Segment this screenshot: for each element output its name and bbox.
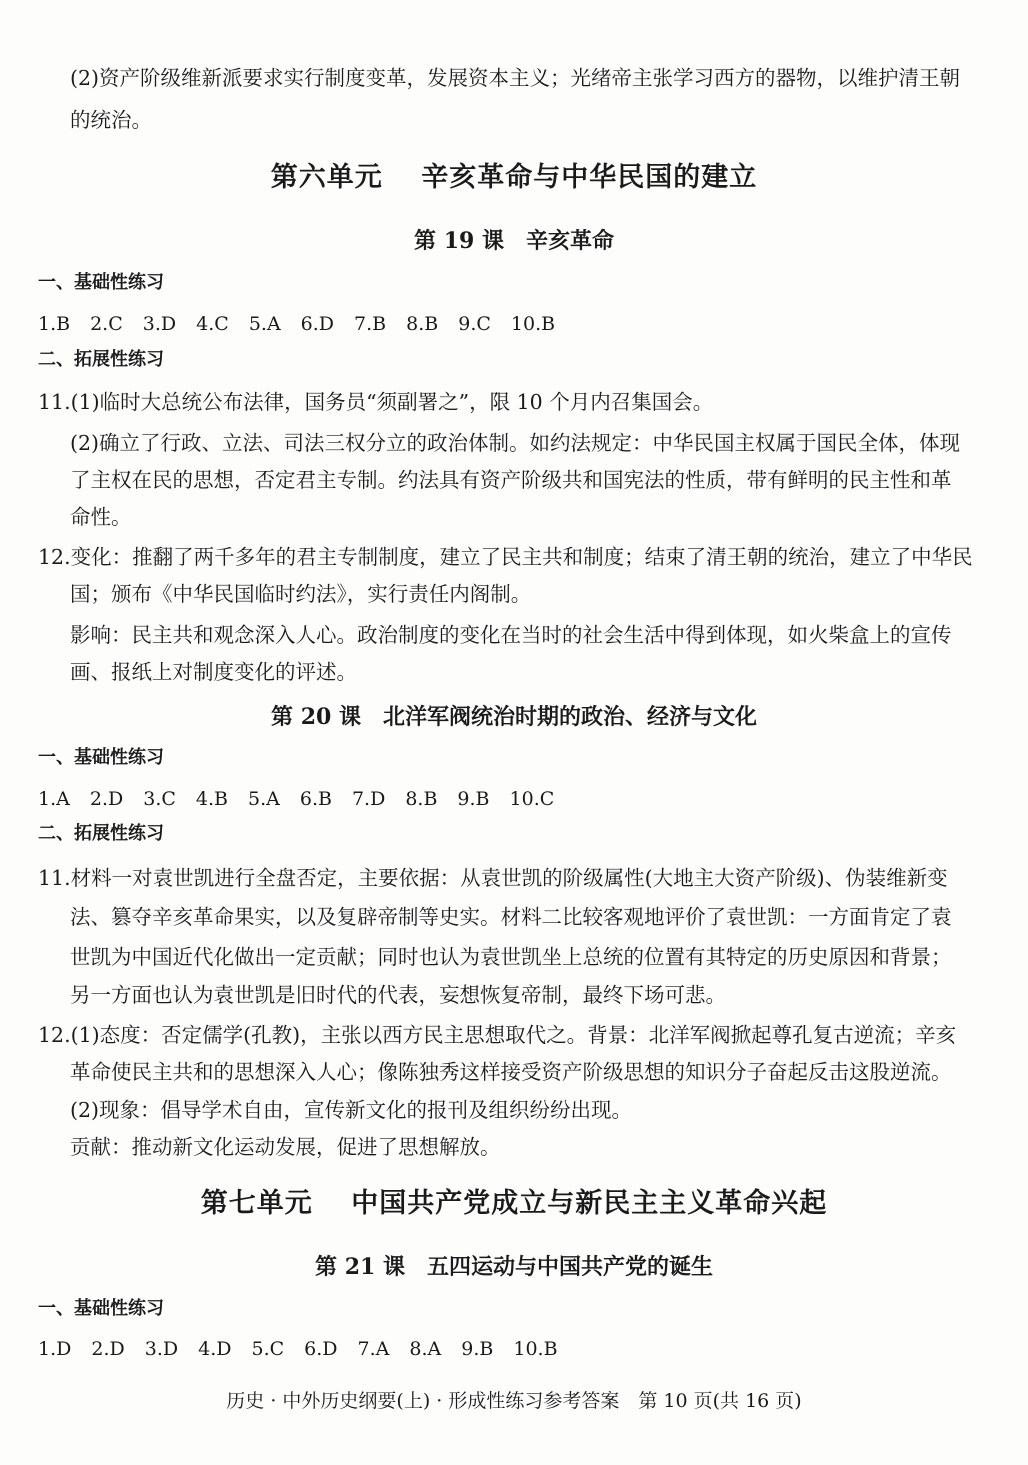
answer: 2.D — [91, 1338, 125, 1360]
lesson-19-ext-heading: 二、拓展性练习 — [38, 349, 164, 370]
lesson-20-basic-heading: 一、基础性练习 — [38, 747, 164, 768]
answer: 7.B — [354, 313, 387, 335]
answer: 2.D — [89, 788, 124, 810]
intro-line-2: 的统治。 — [70, 108, 152, 132]
answer: 7.D — [351, 788, 386, 810]
lesson-20-q12-line: (2)现象：倡导学术自由，宣传新文化的报刊及组织纷纷出现。 — [70, 1098, 633, 1122]
lesson-21-title: 第 21 课 五四运动与中国共产党的诞生 — [315, 1254, 713, 1280]
answer: 5.C — [251, 1338, 285, 1360]
lesson-19-q11-line: 11.(1)临时大总统公布法律，国务员“须副署之”，限 10 个月内召集国会。 — [38, 390, 714, 414]
lesson-19-q11-line: (2)确立了行政、立法、司法三权分立的政治体制。如约法规定：中华民国主权属于国民全体，体现 — [70, 431, 961, 455]
lesson-20-q11-line: 法、篡夺辛亥革命果实，以及复辟帝制等史实。材料二比较客观地评价了袁世凯：一方面肯定了袁 — [70, 905, 952, 929]
answer: 1.D — [38, 1338, 72, 1360]
lesson-20-q11-line: 11.材料一对袁世凯进行全盘否定，主要依据：从袁世凯的阶级属性(大地主大资产阶级)、伪装维新变 — [38, 866, 948, 890]
lesson-20-ext-heading: 二、拓展性练习 — [38, 823, 164, 844]
answer: 4.B — [195, 788, 228, 810]
answer: 10.B — [513, 1338, 558, 1360]
answer: 9.C — [458, 313, 491, 335]
answer: 10.C — [509, 788, 555, 810]
lesson-20-q11-line: 另一方面也认为袁世凯是旧时代的代表，妄想恢复帝制，最终下场可悲。 — [70, 983, 726, 1007]
answer: 3.D — [142, 313, 177, 335]
answer: 4.D — [198, 1338, 232, 1360]
lesson-20-q12-line: 贡献：推动新文化运动发展，促进了思想解放。 — [70, 1135, 501, 1159]
answer: 8.B — [405, 788, 438, 810]
lesson-19-q12-line: 影响：民主共和观念深入人心。政治制度的变化在当时的社会生活中得到体现，如火柴盒上的宣传 — [70, 623, 952, 647]
lesson-20-title: 第 20 课 北洋军阀统治时期的政治、经济与文化 — [271, 704, 757, 730]
page-footer: 历史 · 中外历史纲要(上) · 形成性练习参考答案 第 10 页(共 16 页) — [226, 1390, 802, 1412]
answer: 3.D — [144, 1338, 179, 1360]
lesson-20-answers — [38, 785, 574, 813]
lesson-21-basic-heading: 一、基础性练习 — [38, 1298, 164, 1319]
lesson-19-q12-line: 国；颁布《中华民国临时约法》，实行责任内阁制。 — [70, 582, 532, 606]
answer: 7.A — [357, 1338, 390, 1360]
unit-6-title: 第六单元 辛亥革命与中华民国的建立 — [270, 162, 758, 193]
unit-7-title: 第七单元 中国共产党成立与新民主主义革命兴起 — [200, 1188, 828, 1219]
lesson-21-answers — [38, 1335, 578, 1363]
answer: 6.D — [304, 1338, 338, 1360]
lesson-20-q12-line: 12.(1)态度：否定儒学(孔教)，主张以西方民主思想取代之。背景：北洋军阀掀起尊孔复古逆流；辛亥 — [38, 1023, 957, 1047]
lesson-19-q12-line: 画、报纸上对制度变化的评述。 — [70, 660, 357, 684]
lesson-19-answers — [38, 310, 575, 338]
answer: 6.D — [300, 313, 335, 335]
answer: 5.A — [248, 313, 281, 335]
answer: 9.B — [461, 1338, 494, 1360]
lesson-19-basic-heading: 一、基础性练习 — [38, 272, 164, 293]
answer: 10.B — [510, 313, 556, 335]
answer: 8.B — [406, 313, 439, 335]
answer: 9.B — [457, 788, 490, 810]
intro-line-1: (2)资产阶级维新派要求实行制度变革，发展资本主义；光绪帝主张学习西方的器物，以维护清王朝 — [70, 66, 961, 90]
answer: 1.A — [38, 788, 70, 810]
answer: 8.A — [409, 1338, 442, 1360]
answer: 5.A — [248, 788, 280, 810]
answer: 3.C — [143, 788, 176, 810]
lesson-20-q12-line: 革命使民主共和的思想深入人心；像陈独秀这样接受资产阶级思想的知识分子奋起反击这股逆流。 — [70, 1060, 952, 1084]
lesson-19-q11-line: 命性。 — [70, 505, 132, 529]
answer: 2.C — [90, 313, 123, 335]
answer: 6.B — [299, 788, 332, 810]
lesson-19-title: 第 19 课 辛亥革命 — [414, 228, 614, 254]
answer: 1.B — [38, 313, 71, 335]
lesson-20-q11-line: 世凯为中国近代化做出一定贡献；同时也认为袁世凯坐上总统的位置有其特定的历史原因和背景； — [70, 945, 952, 969]
answer: 4.C — [196, 313, 229, 335]
lesson-19-q11-line: 了主权在民的思想，否定君主专制。约法具有资产阶级共和国宪法的性质，带有鲜明的民主性和革 — [70, 468, 952, 492]
lesson-19-q12-line: 12.变化：推翻了两千多年的君主专制制度，建立了民主共和制度；结束了清王朝的统治，建立了中华民 — [38, 545, 973, 569]
